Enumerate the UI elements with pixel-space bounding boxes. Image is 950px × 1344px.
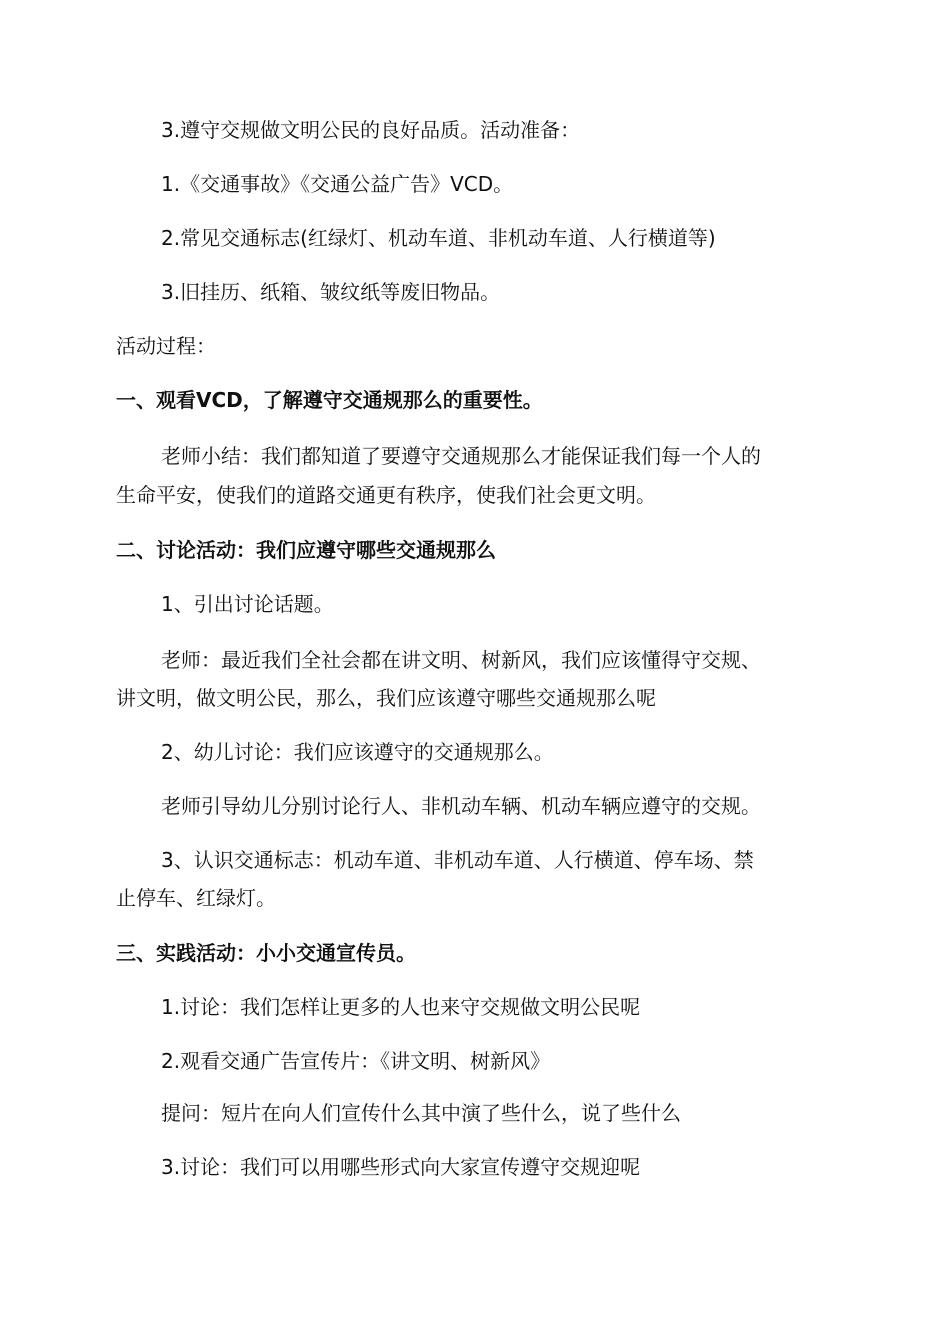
teacher-remark-line-2: 讲文明，做文明公民，那么，我们应该遵守哪些交通规那么呢 <box>116 686 656 710</box>
practice-item-2: 2.观看交通广告宣传片：《讲文明、树新风》 <box>161 1049 551 1073</box>
practice-item-1: 1.讨论：我们怎样让更多的人也来守交规做文明公民呢 <box>161 995 641 1019</box>
practice-item-3: 3.讨论：我们可以用哪些形式向大家宣传遵守交规迎呢 <box>161 1155 641 1179</box>
section-1-heading: 一、观看VCD，了解遵守交通规那么的重要性。 <box>116 388 543 412</box>
teacher-summary-line-2: 生命平安，使我们的道路交通更有秩序，使我们社会更文明。 <box>116 483 656 507</box>
discussion-item-1: 1、引出讨论话题。 <box>161 592 334 616</box>
prep-list-item-2: 2.常见交通标志(红绿灯、机动车道、非机动车道、人行横道等) <box>161 226 716 250</box>
section-3-heading: 三、实践活动：小小交通宣传员。 <box>116 941 416 965</box>
practice-question: 提问：短片在向人们宣传什么其中演了些什么，说了些什么 <box>161 1101 681 1125</box>
discussion-item-2: 2、幼儿讨论：我们应该遵守的交通规那么。 <box>161 740 554 764</box>
section-2-heading: 二、讨论活动：我们应遵守哪些交通规那么 <box>116 538 496 562</box>
teacher-summary-line-1: 老师小结：我们都知道了要遵守交通规那么才能保证我们每一个人的 <box>161 444 761 468</box>
discussion-item-3-line-2: 止停车、红绿灯。 <box>116 886 276 910</box>
prep-list-item-1: 1.《交通事故》《交通公益广告》VCD。 <box>161 172 514 196</box>
discussion-item-3-line-1: 3、认识交通标志：机动车道、非机动车道、人行横道、停车场、禁 <box>161 848 754 872</box>
prep-item-3-quality: 3.遵守交规做文明公民的良好品质。活动准备： <box>161 118 581 142</box>
prep-list-item-3: 3.旧挂历、纸箱、皱纹纸等废旧物品。 <box>161 280 501 304</box>
teacher-guide-line: 老师引导幼儿分别讨论行人、非机动车辆、机动车辆应遵守的交规。 <box>161 794 761 818</box>
activity-process-heading: 活动过程： <box>116 334 216 358</box>
teacher-remark-line-1: 老师：最近我们全社会都在讲文明、树新风，我们应该懂得守交规、 <box>161 648 761 672</box>
